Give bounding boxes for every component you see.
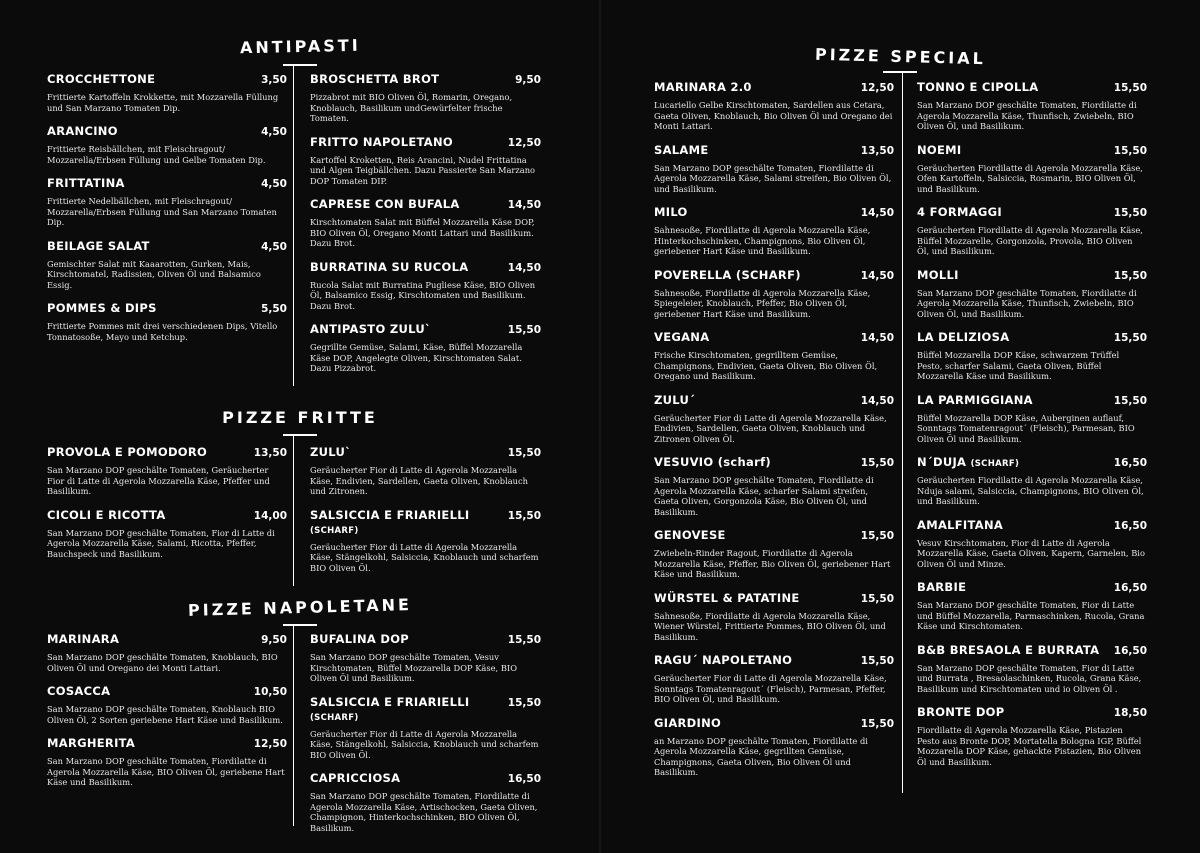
item-description: an Marzano DOP geschälte Tomaten, Fiordilatte di Agerola Mozzarella Käse, gegrillten Gemüse, Champignons, Gaeta Oliven, Bio Oliven Öl und Basilikum. xyxy=(654,735,868,777)
item-name: FRITTATINA xyxy=(47,176,125,190)
item-price: 13,50 xyxy=(860,144,894,157)
special-left-column xyxy=(654,80,894,789)
item-price: 3,50 xyxy=(261,74,287,86)
item-description: San Marzano DOP geschälte Tomaten, Fiordilatte di Agerola Mozzarella Käse, Thunfisch, Zwiebeln, BIO Oliven Öl, und Basilikum. xyxy=(917,287,1137,319)
item-description: San Marzano DOP geschälte Tomaten, Fiordilatte di Agerola Mozzarella Käse, scharfer Salami streifen, Gaeta Oliven, Gorgonzola Käse, Bio Oliven Öl, und Basilikum. xyxy=(654,475,874,517)
menu-item xyxy=(654,455,894,517)
menu-item xyxy=(654,143,894,195)
item-name: MARINARA 2.0 xyxy=(654,80,752,94)
item-price: 14,50 xyxy=(860,394,894,407)
item-price: 15,50 xyxy=(1113,269,1147,282)
item-name: PROVOLA E POMODORO xyxy=(47,445,208,459)
item-description: Frittierte Nedelbällchen, mit Fleischragout/ Mozzarella/Erbsen Füllung und San Marzano Tomaten Dip. xyxy=(47,196,277,227)
item-description: San Marzano DOP geschälte Tomaten, Fior di Latte di Agerola Mozzarella Käse, Salami, Ricotta, Pfeffer, Bauchspeck und Basilikum. xyxy=(47,527,275,559)
item-description: San Marzano DOP geschälte Tomaten, Knoblauch, BIO Oliven Öl und Oregano dei Monti Lattari. xyxy=(47,652,278,673)
item-name: BARBIE xyxy=(917,580,967,594)
menu-item xyxy=(917,393,1147,445)
menu-item xyxy=(310,632,541,684)
item-description: Geräucherter Fior di Latte di Agerola Mozzarella Käse, Stängelkohl, Salsiccia, Knoblauch und scharfem BIO Oliven Öl. xyxy=(310,541,539,573)
menu-item xyxy=(917,330,1147,382)
item-description: Kartoffel Kroketten, Reis Arancini, Nudel Frittatina und Algen Teigbällchen. Dazu Passierte San Marzano DOP Tomaten DIP. xyxy=(310,154,536,186)
fritte-left-column xyxy=(47,445,287,570)
item-description: Geräucherter Fior di Latte di Agerola Mozzarella Käse, Sonntags Tomatenragout´ (Fleisch), Parmesan, Pfeffer, BIO Oliven Öl, und Basilikum. xyxy=(654,673,887,704)
menu-item xyxy=(654,591,894,643)
item-name: B&B BRESAOLA E BURRATA xyxy=(917,642,1100,657)
item-price: 15,50 xyxy=(860,592,894,605)
item-name: CICOLI E RICOTTA xyxy=(47,507,166,522)
item-price: 18,50 xyxy=(1113,707,1147,719)
menu-item xyxy=(47,508,287,560)
menu-item xyxy=(47,301,287,342)
menu-item xyxy=(917,455,1147,507)
item-price: 15,50 xyxy=(507,324,541,336)
menu-item xyxy=(47,445,287,497)
title-underline xyxy=(883,71,917,73)
menu-item xyxy=(47,239,287,291)
item-description: Zwiebeln-Rinder Ragout, Fiordilatte di Agerola Mozzarella Käse, Pfeffer, Bio Oliven Öl, geriebener Hart Käse und Basilikum. xyxy=(654,548,891,579)
item-name: NOEMI xyxy=(917,142,962,157)
menu-item xyxy=(310,72,541,124)
menu-item xyxy=(654,528,894,580)
item-name: POMMES & DIPS xyxy=(47,301,157,315)
item-name: CAPRESE CON BUFALA xyxy=(310,197,460,211)
item-name: BROSCHETTA BROT xyxy=(310,72,440,86)
item-price: 5,50 xyxy=(261,303,287,315)
section-title: PIZZE FRITTE xyxy=(222,408,378,427)
item-description: Büffel Mozzarella DOP Käse, Auberginen auflauf, Sonntags Tomatenragout´ (Fleisch), Parmesan, BIO Oliven Öl und Basilikum. xyxy=(917,412,1135,444)
menu-item xyxy=(654,330,894,382)
item-description: Rucola Salat mit Burratina Pugliese Käse, BIO Oliven Öl, Balsamico Essig, Kirschtomaten und Basilikum. Dazu Brot. xyxy=(310,279,536,311)
item-name: BRONTE DOP xyxy=(917,705,1005,719)
item-description: Geräucherten Fiordilatte di Agerola Mozzarella Käse, Büffel Mozzarelle, Gorgonzola, Provola, BIO Oliven Öl, und Basilikum. xyxy=(917,225,1143,256)
item-description: San Marzano DOP geschälte Tomaten, Vesuv Kirschtomaten, Büffel Mozzarella DOP Käse, BIO Oliven Öl und Basilikum. xyxy=(310,652,517,683)
item-price: 15,50 xyxy=(1113,332,1147,344)
menu-item xyxy=(654,268,894,320)
item-price: 14,50 xyxy=(507,199,541,211)
item-description: Vesuv Kirschtomaten, Fior di Latte di Agerola Mozzarella Käse, Gaeta Oliven, Kapern, Garnelen, Bio Oliven Öl und Minze. xyxy=(917,537,1145,569)
item-price: 14,50 xyxy=(507,261,541,274)
item-description: Sahnesoße, Fiordilatte di Agerola Mozzarella Käse, Spiegeleier, Knoblauch, Pfeffer, Bio Oliven Öl, geriebener Hart Käse und Basilikum. xyxy=(654,287,871,319)
item-name: SALSICCIA E FRIARIELLI (SCHARF) xyxy=(310,694,470,723)
menu-item xyxy=(310,695,541,761)
item-name: BEILAGE SALAT xyxy=(47,238,150,253)
item-price: 16,50 xyxy=(1113,582,1147,594)
menu-item xyxy=(654,716,894,778)
item-name: RAGU´ NAPOLETANO xyxy=(654,653,793,667)
item-price: 12,50 xyxy=(253,738,287,750)
item-name: N´DUJA (SCHARF) xyxy=(917,455,1020,469)
item-name: GENOVESE xyxy=(654,528,726,542)
item-price: 14,00 xyxy=(253,509,287,522)
item-description: Geräucherten Fiordilatte di Agerola Mozzarella Käse, Nduja salami, Salsiccia, Champignons, BIO Oliven Öl, und Basilikum. xyxy=(917,475,1144,506)
item-price: 9,50 xyxy=(261,634,287,646)
item-name: SALSICCIA E FRIARIELLI (SCHARF) xyxy=(310,507,470,536)
item-name: VESUVIO (scharf) xyxy=(654,455,771,469)
item-price: 4,50 xyxy=(261,240,287,253)
item-name: 4 FORMAGGI xyxy=(917,205,1002,219)
menu-item xyxy=(310,135,541,187)
item-description: Geräucherter Fior di Latte di Agerola Mozzarella Käse, Endivien, Sardellen, Gaeta Oliven, Knoblauch und Zitronen. xyxy=(310,465,528,496)
item-price: 15,50 xyxy=(507,447,541,459)
right-menu-page xyxy=(600,0,1200,853)
item-price: 14,50 xyxy=(860,207,894,219)
item-name: CAPRICCIOSA xyxy=(310,771,401,785)
item-name: CROCCHETTONE xyxy=(47,72,156,86)
column-divider xyxy=(293,66,294,386)
menu-item xyxy=(917,518,1147,570)
item-price: 15,50 xyxy=(860,717,894,730)
column-divider xyxy=(293,436,294,586)
item-name: SALAME xyxy=(654,142,709,157)
spicy-tag: (SCHARF) xyxy=(970,459,1020,469)
item-price: 15,50 xyxy=(1113,394,1147,407)
pizze-special-section xyxy=(600,0,1200,853)
item-price: 15,50 xyxy=(1113,207,1147,219)
item-description: Frittierte Pommes mit drei verschiedenen Dips, Vitello Tonnatosoße, Mayo und Ketchup. xyxy=(47,321,278,342)
column-divider xyxy=(293,626,294,826)
special-right-column xyxy=(917,80,1147,778)
item-name: WÜRSTEL & PATATINE xyxy=(654,590,800,605)
item-name: ZULU´ xyxy=(654,392,696,407)
item-description: Gemischter Salat mit Kaaarotten, Gurken, Mais, Kirschtomatel, Radissien, Oliven Öl und Balsamico Essig. xyxy=(47,258,261,290)
item-price: 15,50 xyxy=(507,634,541,646)
menu-item xyxy=(654,205,894,257)
menu-item xyxy=(47,684,287,725)
menu-item xyxy=(654,653,894,705)
menu-item xyxy=(310,508,541,574)
item-description: Sahnesoße, Fiordilatte di Agerola Mozzarella Käse, Hinterkochschinken, Champignons, Bio Oliven Öl, geriebener Hart Käse und Basilikum. xyxy=(654,225,871,256)
menu-item xyxy=(47,176,287,228)
item-name: ARANCINO xyxy=(47,124,118,138)
item-price: 14,50 xyxy=(860,269,894,282)
menu-item xyxy=(917,205,1147,257)
menu-item xyxy=(47,632,287,673)
menu-item xyxy=(47,124,287,165)
item-price: 15,50 xyxy=(860,457,894,469)
item-description: Frittierte Kartoffeln Krokkette, mit Mozzarella Füllung und San Marzano Tomaten Dip. xyxy=(47,92,279,113)
title-underline xyxy=(283,64,317,66)
item-name: FRITTO NAPOLETANO xyxy=(310,134,453,149)
item-name: LA PARMIGGIANA xyxy=(917,392,1033,407)
item-name: POVERELLA (SCHARF) xyxy=(654,267,801,282)
item-description: Fiordilatte di Agerola Mozzarella Käse, Pistazien Pesto aus Bronte DOP, Mortatella Bologna IGP, Büffel Mozzarella DOP Käse, gehackte Pistazien, Bio Oliven Öl und Basilikum. xyxy=(917,725,1142,767)
napoletane-left-column xyxy=(47,632,287,799)
title-underline xyxy=(283,434,317,436)
title-underline xyxy=(283,624,317,626)
item-name: MARINARA xyxy=(47,632,120,646)
section-title: ANTIPASTI xyxy=(239,35,361,58)
item-name: GIARDINO xyxy=(654,715,722,730)
antipasti-section xyxy=(0,0,600,400)
section-title: PIZZE NAPOLETANE xyxy=(187,595,413,620)
section-title: PIZZE SPECIAL xyxy=(814,44,986,69)
item-description: Lucariello Gelbe Kirschtomaten, Sardellen aus Cetara, Gaeta Oliven, Knoblauch, Bio Oliven Öl und Oregano dei Monti Lattari. xyxy=(654,100,893,131)
item-price: 15,50 xyxy=(860,655,894,667)
menu-item xyxy=(47,736,287,788)
item-price: 12,50 xyxy=(507,136,541,149)
menu-item xyxy=(310,322,541,374)
item-name: BUFALINA DOP xyxy=(310,632,410,646)
item-description: San Marzano DOP geschälte Tomaten, Fiordilatte di Agerola Mozzarella Käse, BIO Oliven Öl, geriebene Hart Käse und Basilikum. xyxy=(47,756,285,787)
item-price: 4,50 xyxy=(261,126,287,138)
item-description: Gegrillte Gemüse, Salami, Käse, Büffel Mozzarella Käse DOP, Angelegte Oliven, Kirschtomaten Salat. Dazu Pizzabrot. xyxy=(310,342,523,373)
column-divider xyxy=(902,73,903,793)
item-description: San Marzano DOP geschälte Tomaten, Fiordilatte di Agerola Mozzarella Käse, Artischocken, Gaeta Oliven, Champignon, Hinterkochschinken, BIO Oliven Öl, Basilikum. xyxy=(310,791,538,833)
item-name: COSACCA xyxy=(47,684,111,698)
antipasti-left-column xyxy=(47,72,287,353)
item-price: 12,50 xyxy=(860,82,894,94)
menu-item xyxy=(310,260,541,312)
item-description: San Marzano DOP geschälte Tomaten, Geräucherter Fior di Latte di Agerola Mozzarella Käse, Pfeffer und Basilikum. xyxy=(47,465,270,496)
item-description: Pizzabrot mit BIO Oliven Öl, Romarin, Oregano, Knoblauch, Basilikum undGewürfelter frische Tomaten. xyxy=(310,92,513,123)
item-name: AMALFITANA xyxy=(917,517,1004,532)
menu-item xyxy=(917,643,1147,695)
pizze-fritte-section xyxy=(0,400,600,590)
item-description: San Marzano DOP geschälte Tomaten, Fiordilatte di Agerola Mozzarella Käse, Thunfisch, Zwiebeln, BIO Oliven Öl, und Basilikum. xyxy=(917,100,1137,131)
item-name: VEGANA xyxy=(654,330,710,344)
fritte-right-column xyxy=(310,445,541,584)
item-description: Frische Kirschtomaten, gegrilltem Gemüse, Champignons, Endivien, Gaeta Oliven, Bio Oliven Öl, Oregano und Basilikum. xyxy=(654,350,878,381)
item-price: 15,50 xyxy=(1113,82,1147,94)
item-name: TONNO E CIPOLLA xyxy=(917,80,1039,94)
item-price: 14,50 xyxy=(860,332,894,344)
item-name: MARGHERITA xyxy=(47,736,136,750)
item-price: 13,50 xyxy=(253,447,287,459)
menu-item xyxy=(654,80,894,132)
menu-item xyxy=(917,143,1147,195)
item-description: Kirschtomaten Salat mit Büffel Mozzarella Käse DOP, BIO Oliven Öl, Oregano Monti Lattari und Basilikum. Dazu Brot. xyxy=(310,217,535,248)
item-description: Büffel Mozzarella DOP Käse, schwarzem Trüffel Pesto, scharfer Salami, Gaeta Oliven, Büffel Mozzarella Käse und Basilikum. xyxy=(917,350,1120,381)
menu-item xyxy=(47,72,287,113)
item-name: MILO xyxy=(654,205,688,219)
item-description: Geräucherter Fior di Latte di Agerola Mozzarella Käse, Endivien, Sardellen, Gaeta Oliven, Knoblauch und Zitronen Oliven Öl. xyxy=(654,412,887,444)
napoletane-right-column xyxy=(310,632,541,844)
menu-item xyxy=(310,771,541,833)
spicy-tag: (SCHARF) xyxy=(310,525,359,536)
item-price: 10,50 xyxy=(253,686,287,698)
item-price: 16,50 xyxy=(507,773,541,785)
item-price: 16,50 xyxy=(1113,457,1147,469)
item-name: BURRATINA SU RUCOLA xyxy=(310,259,469,274)
item-price: 4,50 xyxy=(261,178,287,190)
item-price: 15,50 xyxy=(1113,144,1147,157)
spicy-tag: (SCHARF) xyxy=(310,712,359,723)
item-name: LA DELIZIOSA xyxy=(917,330,1010,344)
item-name: ZULU` xyxy=(310,445,352,459)
menu-item xyxy=(917,580,1147,632)
item-name: ANTIPASTO ZULU` xyxy=(310,322,432,336)
item-price: 16,50 xyxy=(1113,519,1147,532)
item-price: 9,50 xyxy=(515,74,541,86)
item-description: Geräucherter Fior di Latte di Agerola Mozzarella Käse, Stängelkohl, Salsiccia, Knoblauch und scharfem BIO Oliven Öl. xyxy=(310,728,539,760)
menu-item xyxy=(917,268,1147,320)
item-price: 15,50 xyxy=(507,509,541,522)
item-price: 15,50 xyxy=(860,530,894,542)
item-description: San Marzano DOP geschälte Tomaten, Fiordilatte di Agerola Mozzarella Käse, Salami streifen, Bio Oliven Öl, und Basilikum. xyxy=(654,162,892,194)
antipasti-right-column xyxy=(310,72,541,385)
item-description: San Marzano DOP geschälte Tomaten, Knoblauch BIO Oliven Öl, 2 Sorten geriebene Hart Käse und Basilikum. xyxy=(47,704,283,725)
item-price: 16,50 xyxy=(1113,644,1147,657)
menu-item xyxy=(310,197,541,249)
pizze-napoletane-section xyxy=(0,590,600,853)
menu-item xyxy=(917,80,1147,132)
item-description: Geräucherten Fiordilatte di Agerola Mozzarella Käse, Ofen Kartoffeln, Salsiccia, Rosmarin, BIO Oliven Öl, und Basilikum. xyxy=(917,162,1143,194)
item-name: MOLLI xyxy=(917,267,959,282)
item-description: San Marzano DOP geschälte Tomaten, Fior di Latte und Burrata , Bresaolaschinken, Rucola, Grana Käse, Basilikum und Kirschtomaten und io Oliven Öl . xyxy=(917,662,1142,694)
menu-item xyxy=(654,393,894,445)
menu-item xyxy=(310,445,541,497)
item-description: Sahnesoße, Fiordilatte di Agerola Mozzarella Käse, Wiener Würstel, Frittierte Pommes, BIO Oliven Öl, und Basilikum. xyxy=(654,610,886,642)
item-description: Frittierte Reisbällchen, mit Fleischragout/ Mozzarella/Erbsen Füllung und Gelbe Tomaten Dip. xyxy=(47,144,266,165)
item-description: San Marzano DOP geschälte Tomaten, Fior di Latte und Büffel Mozzarella, Parmaschinken, Rucola, Grana Käse und Kirschtomaten. xyxy=(917,600,1145,631)
menu-item xyxy=(917,705,1147,767)
item-price: 15,50 xyxy=(507,696,541,709)
